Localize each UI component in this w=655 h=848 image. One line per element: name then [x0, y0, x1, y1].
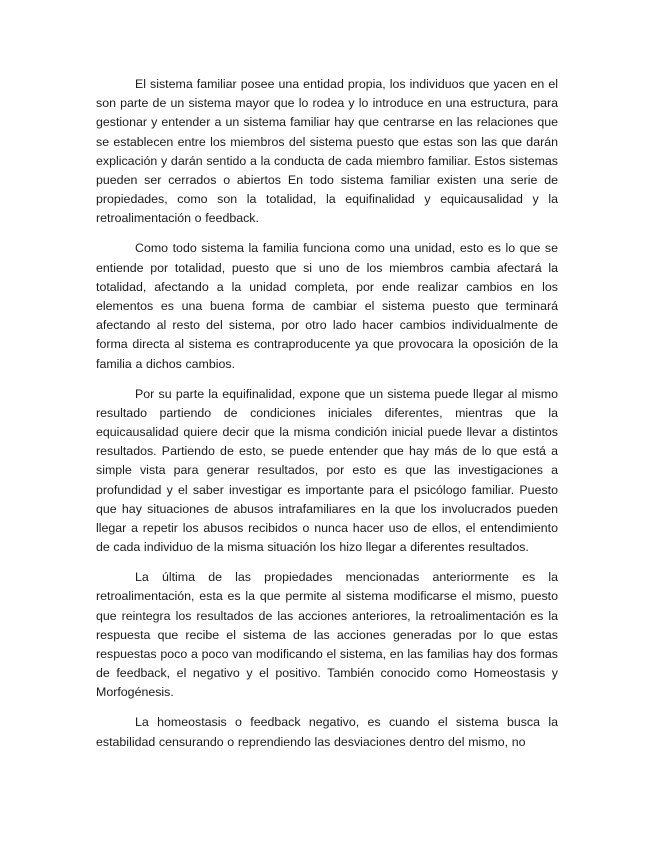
document-body: [96, 75, 558, 763]
paragraph-sistema-familiar: El sistema familiar posee una entidad propia, los individuos que yacen en el son parte de un sistema mayor que lo rodea y lo introduce en una estructura, para gestionar y entender a un sistema familiar hay que centrarse en las relaciones que se establecen entre los miembros del sistema puesto que estas son las que darán explicación y darán sentido a la conducta de cada miembro familiar. Estos sistemas pueden ser cerrados o abiertos En todo sistema familiar existen una serie de propiedades, como son la totalidad, la equifinalidad y equicausalidad y la retroalimentación o feedback.: [96, 77, 558, 226]
paragraph-homeostasis: La homeostasis o feedback negativo, es cuando el sistema busca la estabilidad censurando o reprendiendo las desviaciones dentro del mismo, no: [96, 715, 558, 749]
paragraph-totalidad: Como todo sistema la familia funciona como una unidad, esto es lo que se entiende por totalidad, puesto que si uno de los miembros cambia afectará la totalidad, afectando a la unidad completa, por ende realizar cambios en los elementos es una buena forma de cambiar el sistema puesto que terminará afectando al resto del sistema, por otro lado hacer cambios individualmente de forma directa al sistema es contraproducente ya que provocara la oposición de la familia a dichos cambios.: [96, 241, 558, 371]
paragraph-equifinalidad: Por su parte la equifinalidad, expone que un sistema puede llegar al mismo resultado partiendo de condiciones iniciales diferentes, mientras que la equicausalidad quiere decir que la misma condición inicial puede llevar a distintos resultados. Partiendo de esto, se puede entender que hay más de lo que está a simple vista para generar resultados, por esto es que las investigaciones a profundidad y el saber investigar es importante para el psicólogo familiar. Puesto que hay situaciones de abusos intrafamiliares en la que los involucrados pueden llegar a repetir los abusos recibidos o nunca hacer uso de ellos, el entendimiento de cada individuo de la misma situación los hizo llegar a diferentes resultados.: [96, 386, 558, 555]
paragraph-retroalimentacion: La última de las propiedades mencionadas anteriormente es la retroalimentación, esta es la que permite al sistema modificarse el mismo, puesto que reintegra los resultados de las acciones anteriores, la retroalimentación es la respuesta que recibe el sistema de las acciones generadas por lo que estas respuestas poco a poco van modificando el sistema, en las familias hay dos formas de feedback, el negativo y el positivo. También conocido como Homeostasis y Morfogénesis.: [96, 570, 558, 700]
